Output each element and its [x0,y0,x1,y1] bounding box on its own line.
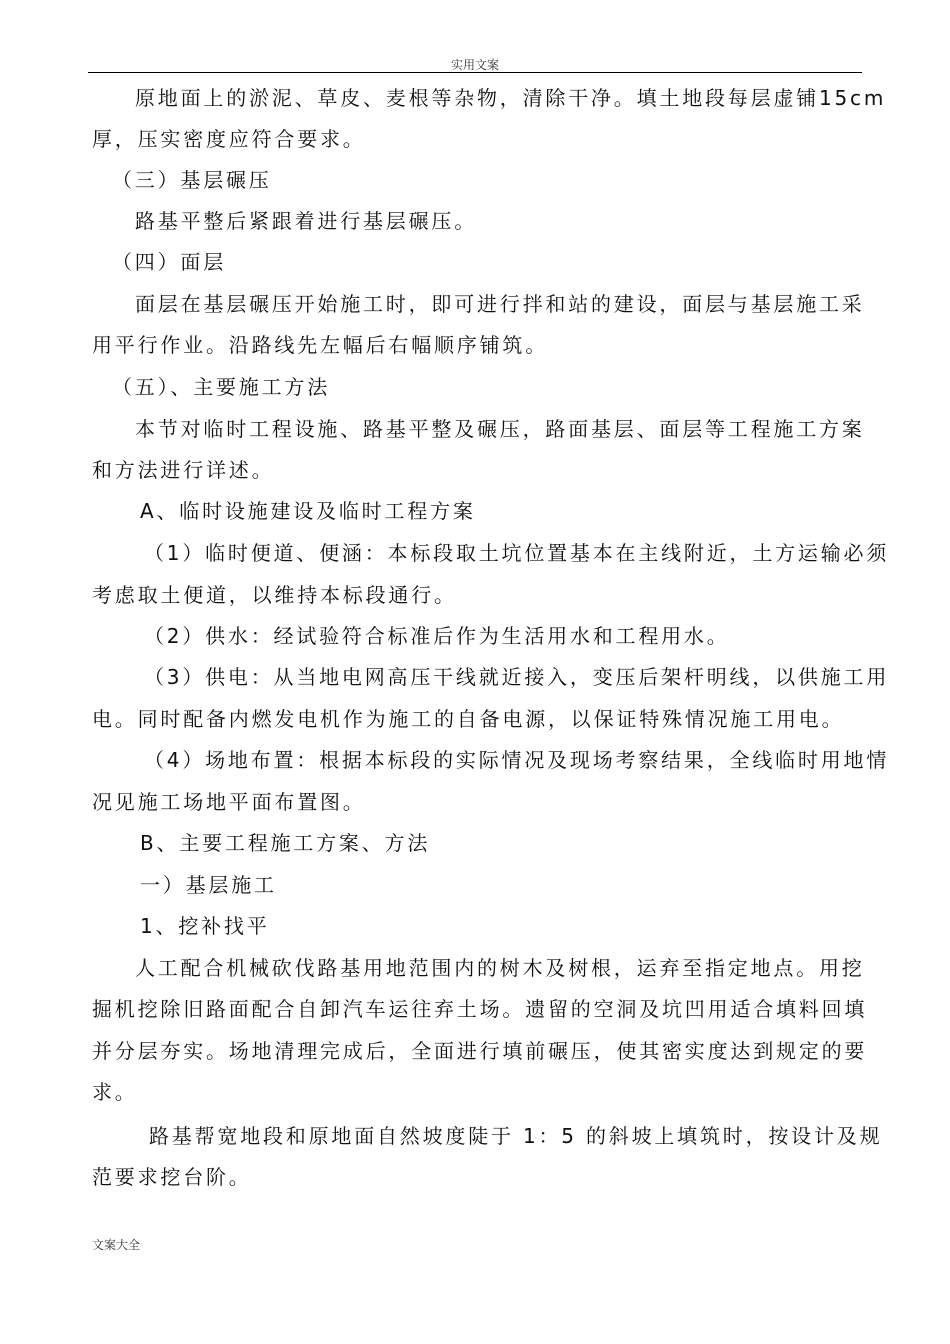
text-line: 考虑取土便道，以维持本标段通行。 [92,583,457,607]
text-line: 掘机挖除旧路面配合自卸汽车运往弃土场。遗留的空洞及坑凹用适合填料回填 [92,997,868,1021]
section-heading: （三）基层碾压 [112,168,272,192]
text-line: （3）供电：从当地电网高压干线就近接入，变压后架杆明线，以供施工用 [144,665,890,689]
text-line: 人工配合机械砍伐路基用地范围内的树木及树根，运弃至指定地点。用挖 [135,956,865,980]
subsection-heading: 一）基层施工 [140,873,277,897]
text-line: 路基平整后紧跟着进行基层碾压。 [135,209,477,233]
text-line: （4）场地布置：根据本标段的实际情况及现场考察结果，全线临时用地情 [144,748,890,772]
text-line: （2）供水：经试验符合标准后作为生活用水和工程用水。 [144,624,730,648]
text-line: 路基帮宽地段和原地面自然坡度陡于 1：5 的斜坡上填筑时，按设计及规 [149,1124,883,1148]
text-line: 原地面上的淤泥、草皮、麦根等杂物，清除干净。填土地段每层虚铺15cm [135,86,887,110]
page-footer: 文案大全 [92,1238,141,1252]
text-line: 厚，压实密度应符合要求。 [92,127,366,151]
subsection-heading: A、临时设施建设及临时工程方案 [140,499,476,523]
page-header: 实用文案 [450,58,499,72]
text-line: 用平行作业。沿路线先左幅后右幅顺序铺筑。 [92,333,548,357]
text-line: 和方法进行详述。 [92,458,275,482]
section-heading: （五）、主要施工方法 [112,375,330,399]
text-line: （1）临时便道、便涵：本标段取土坑位置基本在主线附近，土方运输必须 [144,541,890,565]
subsection-heading: B、主要工程施工方案、方法 [140,831,431,855]
text-line: 并分层夯实。场地清理完成后，全面进行填前碾压，使其密实度达到规定的要 [92,1039,868,1063]
subsection-heading: 1、挖补找平 [140,914,270,938]
section-heading: （四）面层 [112,250,226,274]
text-line: 电。同时配备内燃发电机作为施工的自备电源，以保证特殊情况施工用电。 [92,707,845,731]
text-line: 求。 [92,1080,138,1104]
text-line: 本节对临时工程设施、路基平整及碾压，路面基层、面层等工程施工方案 [135,417,865,441]
text-line: 面层在基层碾压开始施工时，即可进行拌和站的建设，面层与基层施工采 [135,292,865,316]
text-line: 范要求挖台阶。 [92,1165,252,1189]
text-line: 况见施工场地平面布置图。 [92,790,366,814]
